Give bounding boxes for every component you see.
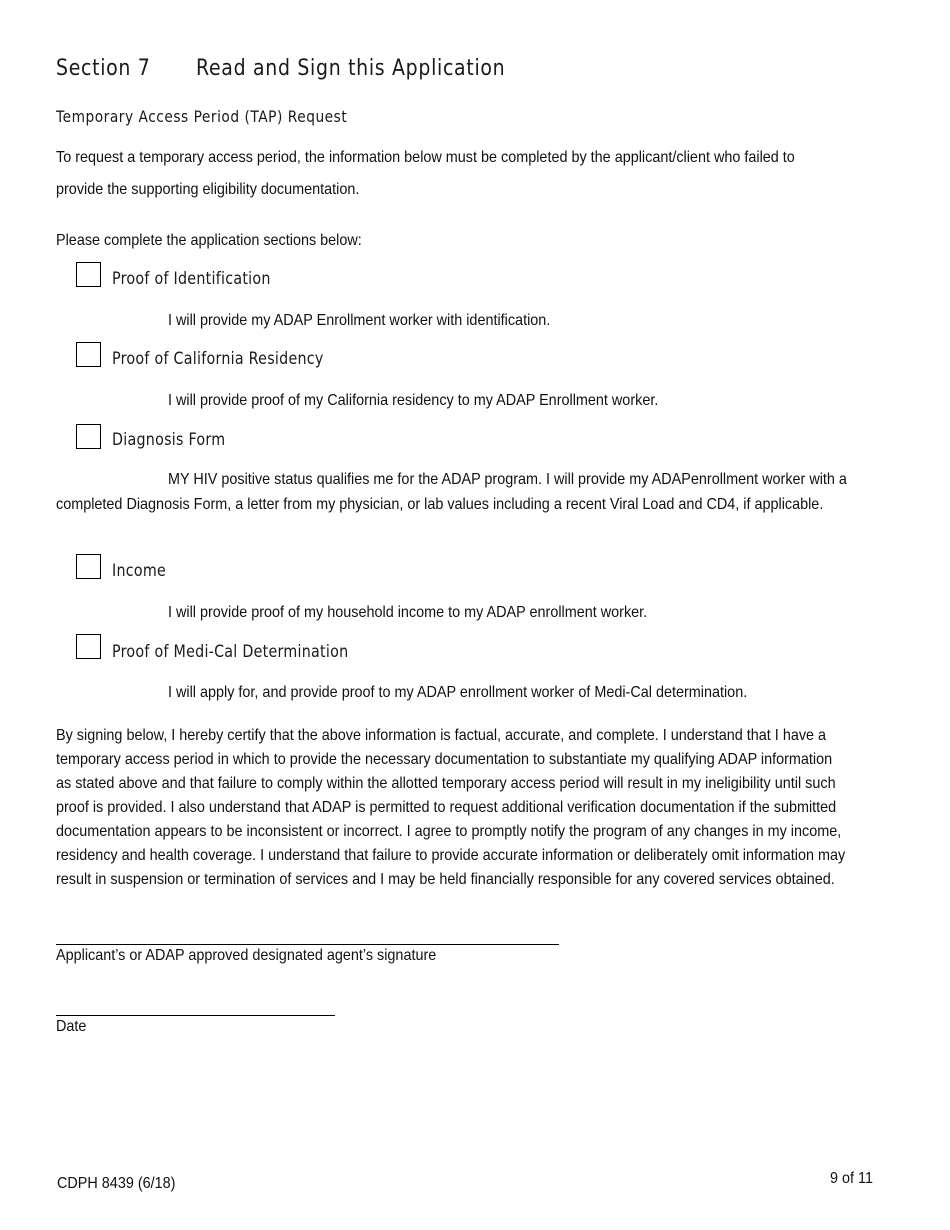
signature-label: Applicant’s or ADAP approved designated agent’s signature	[56, 947, 437, 964]
certification-line: temporary access period in which to provide the necessary documentation to substantiate my qualifying ADAP information	[56, 751, 833, 768]
desc-diagnosis-form-line-2: completed Diagnosis Form, a letter from my physician, or lab values including a recent Viral Load and CD4, if applicable.	[56, 496, 824, 513]
certification-paragraph	[56, 724, 933, 892]
form-id: CDPH 8439 (6/18)	[57, 1175, 176, 1192]
desc-proof-of-medi-cal-determination: I will apply for, and provide proof to my ADAP enrollment worker of Medi-Cal determination.	[168, 684, 748, 701]
section-number: Section 7	[56, 56, 151, 81]
page-title: Read and Sign this Application	[196, 56, 506, 81]
tap-intro-line-2: provide the supporting eligibility documentation.	[56, 181, 360, 198]
checkbox-proof-of-medi-cal-determination[interactable]	[76, 634, 101, 659]
label-proof-of-california-residency: Proof of California Residency	[112, 349, 324, 369]
certification-line: result in suspension or termination of services and I may be held financially responsible for any covered services obtained.	[56, 871, 835, 888]
checkbox-diagnosis-form[interactable]	[76, 424, 101, 449]
date-line[interactable]	[56, 1015, 335, 1016]
date-label: Date	[56, 1018, 87, 1035]
checkbox-income[interactable]	[76, 554, 101, 579]
checkbox-proof-of-identification[interactable]	[76, 262, 101, 287]
label-income: Income	[112, 561, 167, 581]
desc-proof-of-identification: I will provide my ADAP Enrollment worker with identification.	[168, 312, 551, 329]
certification-line: as stated above and that failure to comply within the allotted temporary access period will result in my ineligibility until such	[56, 775, 836, 792]
tap-prompt: Please complete the application sections below:	[56, 232, 362, 249]
desc-proof-of-california-residency: I will provide proof of my California residency to my ADAP Enrollment worker.	[168, 392, 659, 409]
desc-income: I will provide proof of my household income to my ADAP enrollment worker.	[168, 604, 648, 621]
tap-heading: Temporary Access Period (TAP) Request	[56, 107, 348, 126]
certification-line: By signing below, I hereby certify that the above information is factual, accurate, and complete. I understand that I have a	[56, 727, 827, 744]
label-proof-of-identification: Proof of Identification	[112, 269, 271, 289]
checkbox-proof-of-california-residency[interactable]	[76, 342, 101, 367]
certification-line: documentation appears to be inconsistent or incorrect. I agree to promptly notify the program of any changes in my income,	[56, 823, 842, 840]
certification-line: residency and health coverage. I understand that failure to provide accurate information or deliberately omit information may	[56, 847, 846, 864]
certification-line: proof is provided. I also understand that ADAP is permitted to request additional verification documentation if the submitted	[56, 799, 837, 816]
desc-diagnosis-form-line-1: MY HIV positive status qualifies me for the ADAP program. I will provide my ADAPenrollment worker with a	[168, 471, 847, 488]
label-proof-of-medi-cal-determination: Proof of Medi-Cal Determination	[112, 642, 349, 662]
tap-intro-line-1: To request a temporary access period, the information below must be completed by the applicant/client who failed to	[56, 149, 795, 166]
page-number: 9 of 11	[830, 1170, 873, 1187]
signature-line[interactable]	[56, 944, 559, 945]
label-diagnosis-form: Diagnosis Form	[112, 430, 226, 450]
